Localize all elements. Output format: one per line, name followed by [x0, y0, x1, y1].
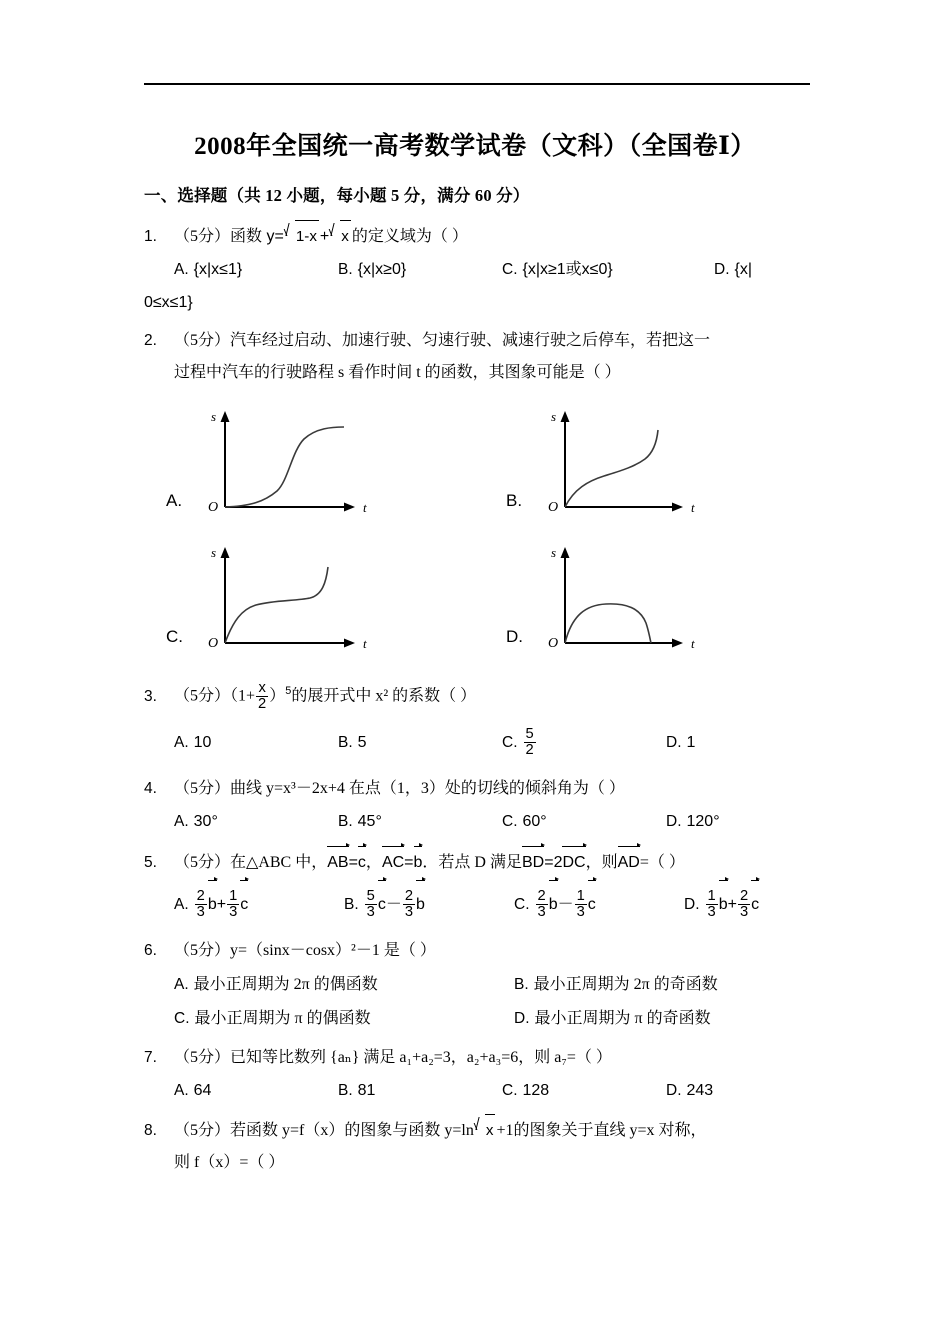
fraction-d1: $\frac{1}{3}$: [707, 888, 716, 921]
option-6-c[interactable]: C. 最小正周期为 π 的偶函数: [174, 1009, 371, 1027]
option-1-b[interactable]: B. {x|x≥0}: [338, 261, 407, 279]
graph-a-svg: [192, 407, 392, 519]
question-6-stem: 6. （5分）y=（sinx－cosx）²－1 是（ ）: [144, 935, 824, 967]
question-8-stem-line2: 则 f（x）=（ ）: [174, 1154, 285, 1172]
fraction-a1: $\frac{2}{3}$: [196, 888, 205, 921]
svg-text:s: s: [211, 409, 217, 425]
option-7-c[interactable]: C. 128: [502, 1082, 550, 1100]
vector-ac: AC: [382, 845, 404, 879]
option-3-c[interactable]: C. $\frac{5}{2}$: [502, 726, 534, 759]
question-3-number: 3.: [144, 687, 157, 705]
graph-b-svg: [532, 407, 732, 519]
question-1-stem: [144, 220, 824, 253]
vector-d2: c: [751, 879, 759, 929]
graph-option-d[interactable]: [532, 543, 732, 655]
question-3: [144, 669, 824, 767]
vector-b: b: [414, 845, 423, 879]
svg-text:s: s: [211, 545, 217, 561]
exam-body: [144, 182, 824, 1185]
vector-d1: b: [719, 879, 728, 929]
fraction-c1: $\frac{2}{3}$: [537, 888, 546, 921]
question-2-stem-line2: 过程中汽车的行驶路程 s 看作时间 t 的函数，其图象可能是（ ）: [174, 364, 621, 382]
vector-dc: DC: [562, 845, 585, 879]
svg-text:O: O: [548, 636, 559, 652]
option-1-a[interactable]: A. {x|x≤1}: [174, 261, 243, 279]
vector-ab: AB: [327, 845, 348, 879]
vector-a2: c: [240, 879, 248, 929]
option-7-a[interactable]: A. 64: [174, 1082, 212, 1100]
question-5-marks: （5分）: [174, 854, 231, 872]
vector-c2: c: [588, 879, 596, 929]
graph-option-c-label[interactable]: C.: [166, 627, 183, 647]
question-5: [144, 845, 824, 929]
option-6-a[interactable]: A. 最小正周期为 2π 的偶函数: [174, 975, 378, 993]
question-1-overflow: 0≤x≤1}: [144, 294, 193, 312]
question-4-options: [144, 805, 824, 839]
page-title: 2008年全国统一高考数学试卷（文科）（全国卷Ⅰ）: [194, 133, 756, 160]
question-1-plus: +: [319, 228, 330, 245]
question-2-marks: （5分）: [174, 332, 231, 350]
svg-text:s: s: [551, 545, 557, 561]
question-3-marks: （5分）: [174, 687, 231, 705]
question-1-stem-prefix: 函数 y=: [230, 228, 284, 245]
header-rule: [144, 83, 810, 85]
question-4: [144, 773, 824, 839]
graph-option-d-label[interactable]: D.: [506, 627, 523, 647]
option-1-c[interactable]: C. {x|x≥1或x≤0}: [502, 261, 613, 279]
question-4-stem: 4. （5分）曲线 y=x³－2x+4 在点（1，3）处的切线的倾斜角为（ ）: [144, 773, 824, 805]
question-6-number: 6.: [144, 942, 157, 960]
option-3-a[interactable]: A. 10: [174, 733, 212, 751]
graph-c-svg: [192, 543, 392, 655]
radical-1-b: x: [330, 220, 351, 253]
question-2-graph-options: [144, 393, 824, 659]
question-8-number: 8.: [144, 1122, 157, 1140]
question-1: [144, 220, 824, 319]
fraction-b2: $\frac{2}{3}$: [404, 888, 414, 921]
option-3-b[interactable]: B. 5: [338, 733, 367, 751]
graph-option-b-label[interactable]: B.: [506, 491, 523, 511]
fraction-5-over-2: $\frac{5}{2}$: [525, 726, 534, 759]
option-6-b[interactable]: B. 最小正周期为 2π 的奇函数: [514, 975, 718, 993]
question-6-options-row2: [144, 1002, 824, 1036]
fraction-c2: $\frac{1}{3}$: [576, 888, 585, 921]
option-7-b[interactable]: B. 81: [338, 1082, 376, 1100]
question-4-number: 4.: [144, 779, 157, 797]
question-3-options: [144, 719, 824, 767]
graph-d-svg: [532, 543, 732, 655]
svg-text:s: s: [551, 409, 557, 425]
option-5-c[interactable]: C. $\frac{2}{3}$ b－ $\frac{1}{3}$ c: [514, 879, 684, 929]
question-1-stem-suffix: 的定义域为（ ）: [351, 228, 468, 245]
svg-text:t: t: [691, 500, 695, 516]
option-7-d[interactable]: D. 243: [666, 1082, 714, 1100]
option-4-c[interactable]: C. 60°: [502, 813, 547, 831]
fraction-b1: $\frac{5}{3}$: [366, 888, 375, 921]
section-heading: 一、选择题（共 12 小题，每小题 5 分，满分 60 分）: [144, 186, 530, 205]
option-6-d[interactable]: D. 最小正周期为 π 的奇函数: [514, 1009, 711, 1027]
svg-text:t: t: [691, 636, 695, 652]
vector-b2: b: [416, 879, 425, 929]
vector-b1: c: [378, 879, 386, 929]
question-1-options: [144, 253, 824, 287]
question-3-stem: 3. （5分）（1+ $\frac{x}{2}$ ）$^5$的展开式中 x² 的系数（ ）: [144, 669, 824, 718]
question-2-number: 2.: [144, 332, 157, 350]
question-8: [144, 1114, 824, 1179]
fraction-x-over-2: $\frac{x}{2}$: [258, 679, 267, 712]
question-5-options: [144, 879, 824, 929]
option-4-d[interactable]: D. 120°: [666, 813, 720, 831]
fraction-d2: $\frac{2}{3}$: [739, 888, 749, 921]
svg-text:O: O: [548, 500, 559, 516]
option-3-d[interactable]: D. 1: [666, 733, 696, 751]
question-1-number: 1.: [144, 228, 157, 245]
question-6-options-row1: [144, 967, 824, 1001]
option-5-a[interactable]: A. $\frac{2}{3}$ b+ $\frac{1}{3}$ c: [174, 879, 344, 929]
graph-option-c[interactable]: [192, 543, 392, 655]
svg-text:t: t: [363, 636, 367, 652]
vector-ad: AD: [618, 845, 640, 879]
option-1-d[interactable]: D. {x|: [714, 261, 752, 279]
question-4-marks: （5分）: [174, 779, 231, 797]
svg-text:t: t: [363, 500, 367, 516]
option-5-b[interactable]: B. $\frac{5}{3}$ c－ $\frac{2}{3}$ b: [344, 879, 514, 929]
vector-c1: b: [549, 879, 558, 929]
vector-c: c: [358, 845, 366, 879]
question-8-stem-line1: 8. （5分）若函数 y=f（x）的图象与函数 y=ln x +1的图象关于直线 y=x 对称，: [144, 1114, 824, 1147]
svg-text:O: O: [208, 636, 219, 652]
question-2-stem-line1: 2. （5分）汽车经过启动、加速行驶、匀速行驶、减速行驶之后停车，若把这一: [144, 325, 824, 357]
option-5-d[interactable]: D. $\frac{1}{3}$ b+ $\frac{2}{3}$ c: [684, 879, 759, 929]
question-6: [144, 935, 824, 1036]
radical-1-a: 1-x: [285, 220, 319, 253]
vector-bd: BD: [522, 845, 544, 879]
question-2: [144, 325, 824, 659]
question-7: [144, 1042, 824, 1108]
graph-option-a[interactable]: [192, 407, 392, 519]
question-7-stem: 7. （5分）已知等比数列 {aₙ} 满足 a₁+a₂=3，a₂+a₃=6，则 a₇=（ ）: [144, 1042, 824, 1074]
question-8-marks: （5分）: [174, 1122, 231, 1140]
graph-option-b[interactable]: [532, 407, 732, 519]
question-5-stem: 5. （5分）在△ABC 中，AB=c，AC=b．若点 D 满足BD=2DC，则AD=（ ）: [144, 845, 824, 879]
radical-8: x: [475, 1114, 496, 1147]
question-7-options: [144, 1074, 824, 1108]
question-6-marks: （5分）: [174, 942, 231, 960]
svg-text:O: O: [208, 500, 219, 516]
fraction-a2: $\frac{1}{3}$: [229, 888, 238, 921]
vector-a1: b: [208, 879, 217, 929]
option-4-a[interactable]: A. 30°: [174, 813, 218, 831]
graph-option-a-label[interactable]: A.: [166, 491, 183, 511]
question-7-marks: （5分）: [174, 1048, 231, 1066]
question-7-number: 7.: [144, 1048, 157, 1066]
question-1-marks: （5分）: [174, 228, 231, 245]
option-4-b[interactable]: B. 45°: [338, 813, 382, 831]
exponent-5: 5: [285, 685, 292, 698]
question-5-number: 5.: [144, 854, 157, 872]
